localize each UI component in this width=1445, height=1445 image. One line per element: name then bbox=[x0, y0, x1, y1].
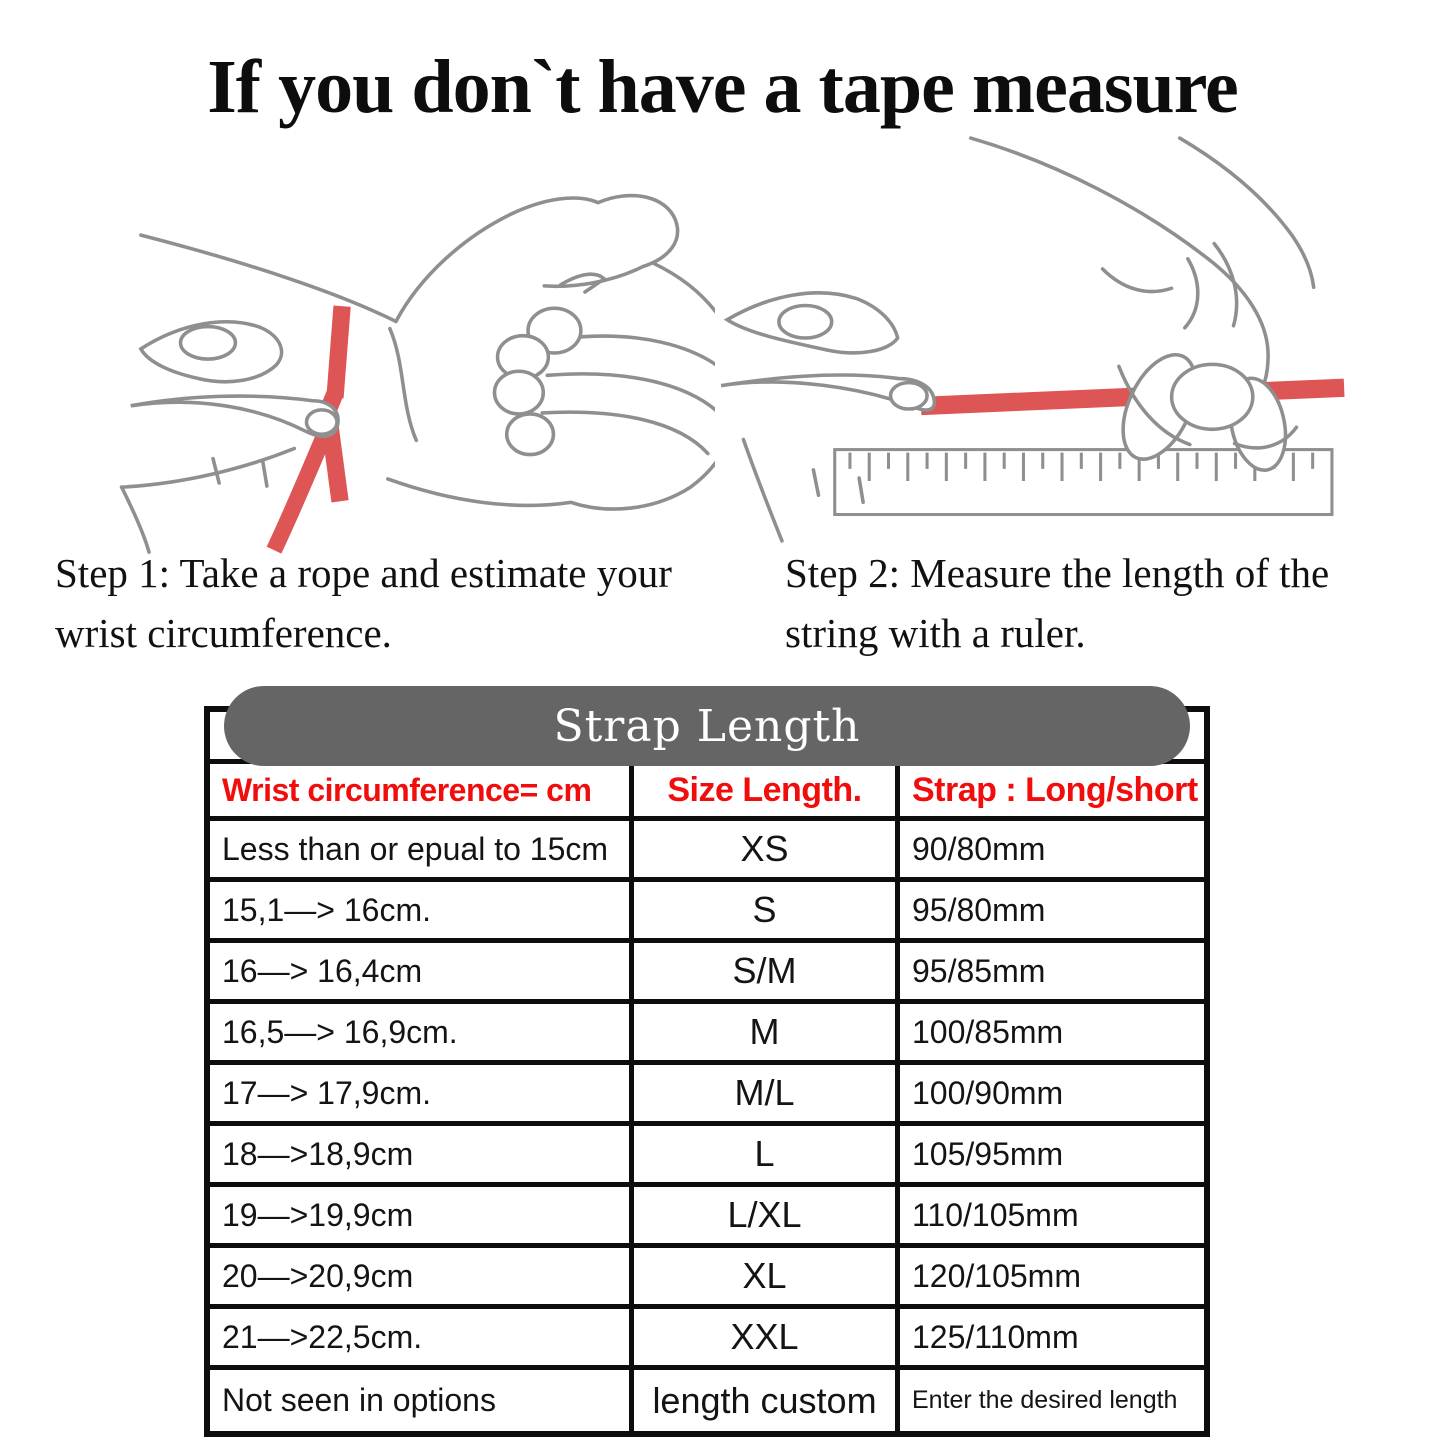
strap-cell: 95/80mm bbox=[900, 882, 1204, 943]
size-cell: XXL bbox=[634, 1309, 900, 1370]
size-cell: S/M bbox=[634, 943, 900, 1004]
strap-cell: 110/105mm bbox=[900, 1187, 1204, 1248]
wrist-cell: 17—> 17,9cm. bbox=[210, 1065, 634, 1126]
wrist-cell: 16,5—> 16,9cm. bbox=[210, 1004, 634, 1065]
pinching-hand-line-art bbox=[971, 138, 1314, 475]
col-header-wrist: Wrist circumference= cm bbox=[210, 764, 634, 821]
size-cell: L/XL bbox=[634, 1187, 900, 1248]
wrist-cell: 18—>18,9cm bbox=[210, 1126, 634, 1187]
strap-cell: 100/85mm bbox=[900, 1004, 1204, 1065]
wrist-cell: Less than or epual to 15cm bbox=[210, 821, 634, 882]
size-cell: XL bbox=[634, 1248, 900, 1309]
wrist-cell: 21—>22,5cm. bbox=[210, 1309, 634, 1370]
strap-cell: 125/110mm bbox=[900, 1309, 1204, 1370]
strap-cell: 120/105mm bbox=[900, 1248, 1204, 1309]
strap-cell: 95/85mm bbox=[900, 943, 1204, 1004]
ruler-measure-illustration bbox=[715, 135, 1405, 545]
wrist-cell: 19—>19,9cm bbox=[210, 1187, 634, 1248]
strap-cell: 105/95mm bbox=[900, 1126, 1204, 1187]
size-table bbox=[204, 700, 1210, 1437]
strap-cell: 100/90mm bbox=[900, 1065, 1204, 1126]
wrist-cell: 15,1—> 16cm. bbox=[210, 882, 634, 943]
size-cell: length custom bbox=[634, 1370, 900, 1431]
holding-hand-line-art bbox=[122, 322, 339, 552]
wrist-cell: 16—> 16,4cm bbox=[210, 943, 634, 1004]
step-2-caption: Step 2: Measure the length of the string with a ruler. bbox=[785, 550, 1330, 657]
page-title: If you don`t have a tape measure bbox=[207, 45, 1238, 129]
col-header-strap: Strap : Long/short bbox=[900, 764, 1204, 821]
size-cell: L bbox=[634, 1126, 900, 1187]
col-header-size: Size Length. bbox=[634, 764, 900, 821]
wrist-cell: 20—>20,9cm bbox=[210, 1248, 634, 1309]
size-table-grid bbox=[210, 712, 1204, 1431]
strap-cell: 90/80mm bbox=[900, 821, 1204, 882]
size-cell: S bbox=[634, 882, 900, 943]
size-cell: XS bbox=[634, 821, 900, 882]
strap-cell: Enter the desired length bbox=[912, 1386, 1178, 1414]
step-1-caption: Step 1: Take a rope and estimate your wrist circumference. bbox=[55, 550, 672, 657]
size-cell: M bbox=[634, 1004, 900, 1065]
size-cell: M/L bbox=[634, 1065, 900, 1126]
wrist-cell: Not seen in options bbox=[210, 1370, 634, 1431]
wrist-rope-illustration bbox=[85, 155, 715, 555]
strap-length-banner: Strap Length bbox=[224, 686, 1190, 766]
